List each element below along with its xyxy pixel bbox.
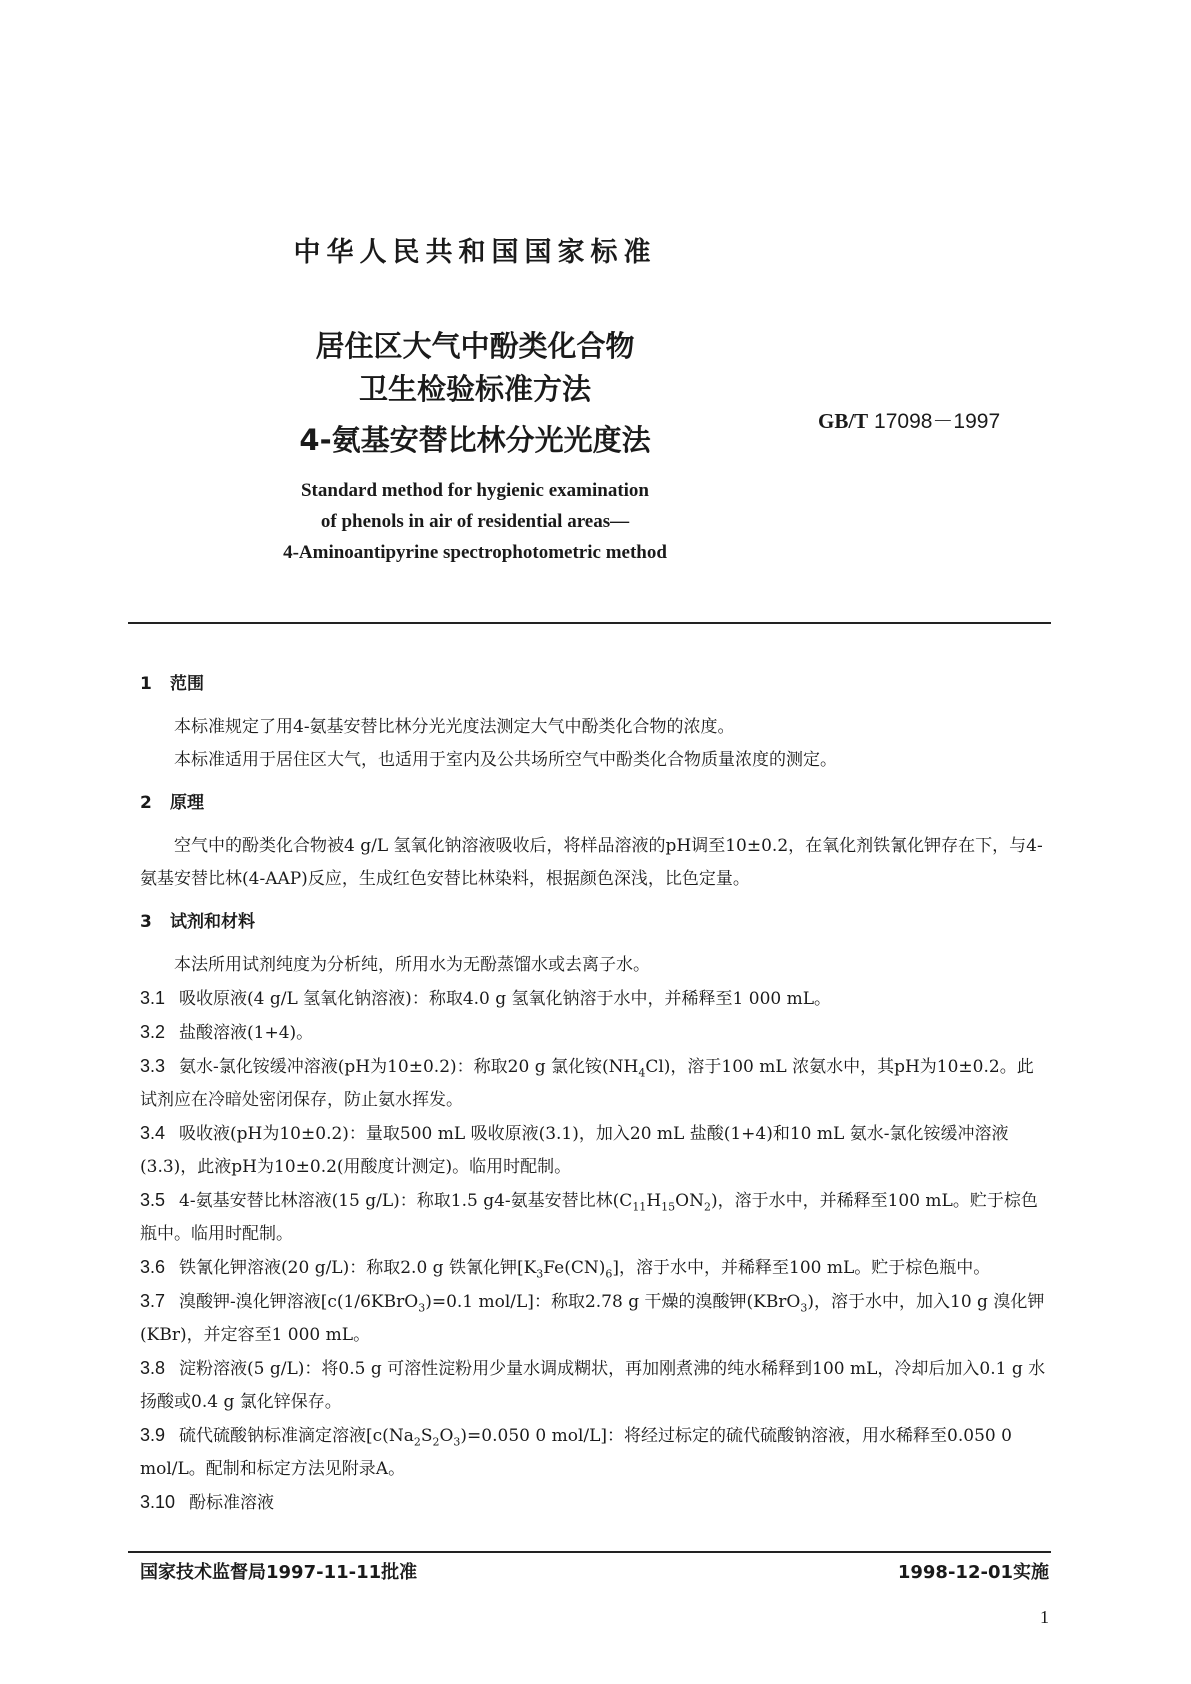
title-cn-line-3: 4-氨基安替比林分光光度法 bbox=[299, 423, 651, 457]
footer-divider bbox=[128, 1551, 1051, 1553]
reagent-item-3-3: 3.3 氨水-氯化铵缓冲溶液(pH为10±0.2)：称取20 g 氯化铵$(NH_4Cl)$，溶于100 mL 浓氨水中，其pH为10±0.2。此试剂应在冷暗处密闭保存，防止氨水挥发。 bbox=[140, 1056, 1034, 1110]
reagent-item-3-2: 3.2 盐酸溶液(1+4)。 bbox=[140, 1022, 314, 1043]
standard-code bbox=[818, 405, 1000, 435]
standard-code-number: 17098－1997 bbox=[874, 410, 1001, 433]
standard-code-prefix: GB/T bbox=[818, 409, 869, 433]
approval-line: 国家技术监督局1997-11-11批准 bbox=[140, 1562, 418, 1583]
scope-paragraph-2: 本标准适用于居住区大气，也适用于室内及公共场所空气中酚类化合物质量浓度的测定。 bbox=[174, 750, 837, 770]
principle-paragraph: 空气中的酚类化合物被4 g/L 氢氧化钠溶液吸收后，将样品溶液的pH调至10±0.2，在氧化剂铁氰化钾存在下，与4-氨基安替比林(4-AAP)反应，生成红色安替比林染料，根据颜色深浅，比色定量。 bbox=[140, 836, 1043, 889]
title-en-line-2: of phenols in air of residential areas— bbox=[320, 511, 630, 532]
header-divider bbox=[128, 622, 1051, 624]
document-body bbox=[140, 668, 1050, 1520]
section-heading-reagents: 3 试剂和材料 bbox=[140, 912, 255, 932]
title-en-line-3: 4-Aminoantipyrine spectrophotometric method bbox=[283, 542, 667, 563]
implementation-line: 1998-12-01实施 bbox=[897, 1562, 1049, 1583]
reagent-item-3-6: 3.6 铁氰化钾溶液(20 g/L)：称取2.0 g 铁氰化钾$[K_3Fe(CN)_6]$，溶于水中，并稀释至100 mL。贮于棕色瓶中。 bbox=[140, 1257, 991, 1281]
reagent-item-3-9: 3.9 硫代硫酸钠标准滴定溶液[$c(Na_2S_2O_3)=0.050$ 0 mol/L]：将经过标定的硫代硫酸钠溶液，用水稀释至0.050 0 mol/L。配制和标定方法见附录A。 bbox=[140, 1425, 1012, 1479]
national-standard-heading: 中华人民共和国国家标准 bbox=[293, 237, 657, 268]
section-heading-principle: 2 原理 bbox=[140, 793, 204, 813]
reagents-intro-paragraph: 本法所用试剂纯度为分析纯，所用水为无酚蒸馏水或去离子水。 bbox=[174, 955, 650, 975]
title-cn-line-1: 居住区大气中酚类化合物 bbox=[315, 329, 635, 363]
section-heading-scope: 1 范围 bbox=[140, 674, 204, 694]
title-cn-line-2: 卫生检验标准方法 bbox=[358, 372, 591, 406]
reagent-item-3-8: 3.8 淀粉溶液(5 g/L)：将0.5 g 可溶性淀粉用少量水调成糊状，再加刚煮沸的纯水稀释到100 mL，冷却后加入0.1 g 水扬酸或0.4 g 氯化锌保存。 bbox=[140, 1358, 1046, 1412]
reagent-item-3-1: 3.1 吸收原液(4 g/L 氢氧化钠溶液)：称取4.0 g 氢氧化钠溶于水中，并稀释至1 000 mL。 bbox=[140, 988, 832, 1009]
reagent-item-3-7: 3.7 溴酸钾-溴化钾溶液[c(1/6KBrO$_3$)=0.1 mol/L]：称取2.78 g 干燥的溴酸钾(KBrO$_3$)，溶于水中，加入10 g 溴化钾(KBr)，并定容至1 000 mL。 bbox=[140, 1291, 1045, 1345]
scope-paragraph-1: 本标准规定了用4-氨基安替比林分光光度法测定大气中酚类化合物的浓度。 bbox=[174, 717, 735, 737]
title-en-line-1: Standard method for hygienic examination bbox=[300, 480, 649, 501]
reagent-item-3-5: 3.5 4-氨基安替比林溶液(15 g/L)：称取1.5 g4-氨基安替比林$(C_{11}H_{15}ON_2)$，溶于水中，并稀释至100 mL。贮于棕色瓶中。临用时配制。 bbox=[140, 1190, 1038, 1244]
reagent-item-3-4: 3.4 吸收液(pH为10±0.2)：量取500 mL 吸收原液(3.1)，加入20 mL 盐酸(1+4)和10 mL 氨水-氯化铵缓冲溶液(3.3)，此液pH为10±0.2(用酸度计测定)。临用时配制。 bbox=[140, 1123, 1009, 1177]
reagent-item-3-10: 3.10 酚标准溶液 bbox=[140, 1492, 275, 1513]
page-number: 1 bbox=[1040, 1607, 1049, 1627]
